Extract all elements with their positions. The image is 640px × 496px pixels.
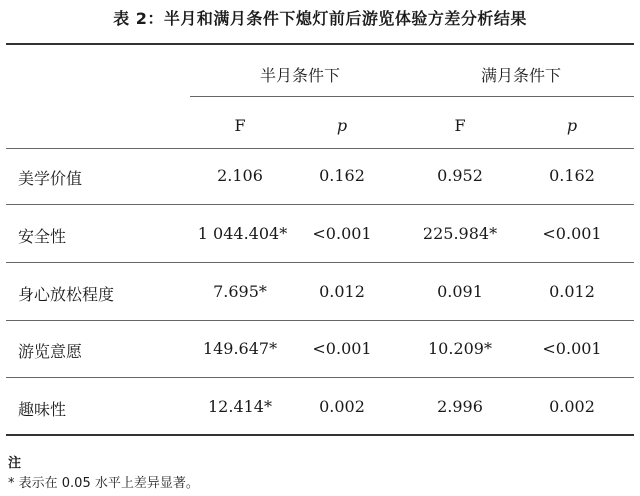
row-divider [6, 320, 634, 321]
table-cell: 2.996 [437, 397, 483, 416]
row-label: 趣味性 [18, 400, 67, 419]
table-cell: 0.002 [549, 397, 595, 416]
row-label: 游览意愿 [18, 342, 83, 361]
group-header-half-moon: 半月条件下 [259, 66, 340, 85]
table-cell: <0.001 [542, 224, 602, 243]
bottom-rule [6, 434, 634, 436]
table-cell: 2.106 [217, 166, 263, 185]
table-cell: 12.414* [208, 397, 272, 416]
row-divider [6, 204, 634, 205]
table-cell: 0.002 [319, 397, 365, 416]
table-cell: 0.162 [549, 166, 595, 185]
table-cell: <0.001 [542, 339, 602, 358]
row-label: 安全性 [18, 227, 67, 246]
row-label: 身心放松程度 [18, 285, 115, 304]
group-rule [190, 96, 634, 97]
table-cell: 0.952 [437, 166, 483, 185]
table-cell: 7.695* [213, 282, 267, 301]
table-cell: 0.162 [319, 166, 365, 185]
subheader-f-half: F [234, 116, 246, 135]
header-rule [6, 148, 634, 149]
table-cell: 0.012 [549, 282, 595, 301]
table-cell: 10.209* [428, 339, 492, 358]
top-rule [6, 43, 634, 45]
table-title: 表 2：半月和满月条件下熄灯前后游览体验方差分析结果 [113, 9, 527, 28]
subheader-p-full: p [566, 116, 578, 135]
note-title: 注 [8, 456, 22, 471]
table-cell: 149.647* [202, 339, 278, 358]
note-text: * 表示在 0.05 水平上差异显著。 [8, 476, 199, 491]
subheader-f-full: F [454, 116, 466, 135]
table-cell: 0.012 [319, 282, 365, 301]
row-divider [6, 262, 634, 263]
subheader-p-half: p [336, 116, 348, 135]
table-cell: <0.001 [312, 339, 372, 358]
table-cell: 1 044.404* [197, 224, 288, 243]
table-cell: <0.001 [312, 224, 372, 243]
row-divider [6, 377, 634, 378]
table-cell: 0.091 [437, 282, 483, 301]
table-cell: 225.984* [422, 224, 498, 243]
row-label: 美学价值 [18, 169, 83, 188]
group-header-full-moon: 满月条件下 [480, 66, 561, 85]
